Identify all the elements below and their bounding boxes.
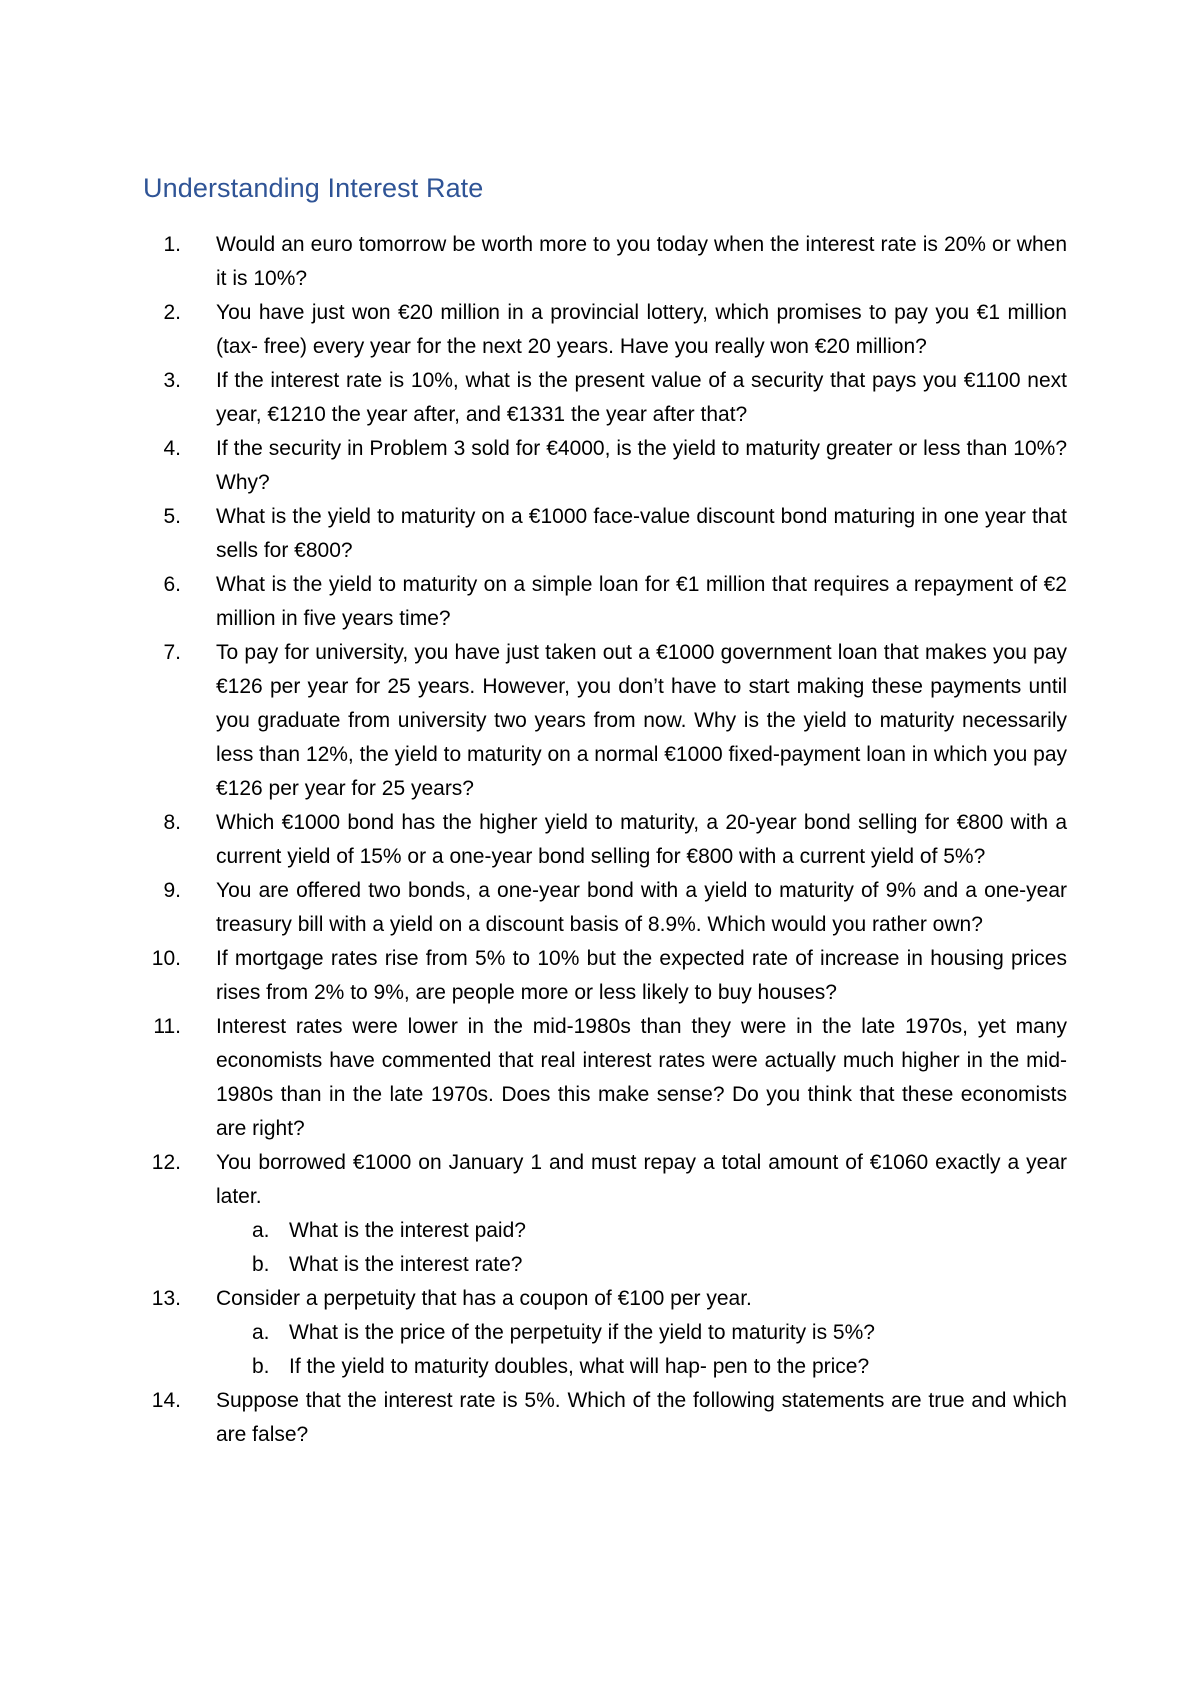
question-item xyxy=(143,806,1067,874)
question-number-label: 8. xyxy=(163,811,181,834)
question-text: You have just won €20 million in a provincial lottery, which promises to pay you €1 million (tax- free) every year for the next 20 years. Have you really won €20 million? xyxy=(216,301,1067,358)
question-item xyxy=(143,568,1067,636)
question-number-label: 5. xyxy=(163,505,181,528)
question-text: If the security in Problem 3 sold for €4000, is the yield to maturity greater or less than 10%? Why? xyxy=(216,437,1067,494)
question-item xyxy=(143,874,1067,942)
sub-question-item xyxy=(216,1248,1067,1282)
question-number-label: 9. xyxy=(163,879,181,902)
question-number-label: 13. xyxy=(151,1287,181,1310)
question-text: Would an euro tomorrow be worth more to you today when the interest rate is 20% or when it is 10%? xyxy=(216,233,1067,290)
question-number-label: 4. xyxy=(163,437,181,460)
document-title: Understanding Interest Rate xyxy=(143,173,484,203)
question-text: Consider a perpetuity that has a coupon of €100 per year. xyxy=(216,1287,752,1310)
question-text: What is the yield to maturity on a simple loan for €1 million that requires a repayment of €2 million in five years time? xyxy=(216,573,1067,630)
sub-question-list xyxy=(216,1214,1067,1282)
question-item xyxy=(143,364,1067,432)
question-item xyxy=(143,1282,1067,1384)
question-number-label: 6. xyxy=(163,573,181,596)
question-text: If the interest rate is 10%, what is the present value of a security that pays you €1100 next year, €1210 the year after, and €1331 the year after that? xyxy=(216,369,1067,426)
sub-question-text: What is the interest paid? xyxy=(289,1219,526,1242)
sub-question-list xyxy=(216,1316,1067,1384)
question-item xyxy=(143,432,1067,500)
question-text: To pay for university, you have just taken out a €1000 government loan that makes you pay €126 per year for 25 years. However, you don’t have to start making these payments until you graduate from university two years from now. Why is the yield to maturity necessarily less than 12%, the yield to maturity on a normal €1000 fixed-payment loan in which you pay €126 per year for 25 years? xyxy=(216,641,1067,800)
question-text: Suppose that the interest rate is 5%. Which of the following statements are true and which are false? xyxy=(216,1389,1067,1446)
sub-question-letter: a. xyxy=(252,1219,270,1242)
sub-question-letter: b. xyxy=(252,1355,270,1378)
sub-question-item xyxy=(216,1214,1067,1248)
question-number-label: 7. xyxy=(163,641,181,664)
question-item xyxy=(143,228,1067,296)
question-item xyxy=(143,296,1067,364)
question-item xyxy=(143,1146,1067,1282)
question-item xyxy=(143,1384,1067,1452)
sub-question-letter: a. xyxy=(252,1321,270,1344)
sub-question-text: If the yield to maturity doubles, what will hap- pen to the price? xyxy=(289,1355,870,1378)
question-number-label: 11. xyxy=(153,1015,181,1038)
question-item xyxy=(143,636,1067,806)
question-number-label: 14. xyxy=(151,1389,181,1412)
question-text: What is the yield to maturity on a €1000 face-value discount bond maturing in one year that sells for €800? xyxy=(216,505,1067,562)
question-number-label: 1. xyxy=(163,233,181,256)
question-number-label: 10. xyxy=(151,947,181,970)
question-item xyxy=(143,1010,1067,1146)
question-text: Interest rates were lower in the mid-1980s than they were in the late 1970s, yet many economists have commented that real interest rates were actually much higher in the mid-1980s than in the late 1970s. Does this make sense? Do you think that these economists are right? xyxy=(216,1015,1067,1140)
question-text: If mortgage rates rise from 5% to 10% but the expected rate of increase in housing prices rises from 2% to 9%, are people more or less likely to buy houses? xyxy=(216,947,1067,1004)
question-number-label: 3. xyxy=(163,369,181,392)
sub-question-item xyxy=(216,1350,1067,1384)
sub-question-item xyxy=(216,1316,1067,1350)
sub-question-text: What is the price of the perpetuity if the yield to maturity is 5%? xyxy=(289,1321,875,1344)
question-list xyxy=(143,228,1067,1452)
question-item xyxy=(143,942,1067,1010)
question-number-label: 2. xyxy=(163,301,181,324)
question-text: You borrowed €1000 on January 1 and must repay a total amount of €1060 exactly a year later. xyxy=(216,1151,1067,1208)
question-text: Which €1000 bond has the higher yield to maturity, a 20-year bond selling for €800 with a current yield of 15% or a one-year bond selling for €800 with a current yield of 5%? xyxy=(216,811,1067,868)
question-item xyxy=(143,500,1067,568)
question-number-label: 12. xyxy=(151,1151,181,1174)
sub-question-text: What is the interest rate? xyxy=(289,1253,523,1276)
sub-question-letter: b. xyxy=(252,1253,270,1276)
question-text: You are offered two bonds, a one-year bond with a yield to maturity of 9% and a one-year treasury bill with a yield on a discount basis of 8.9%. Which would you rather own? xyxy=(216,879,1067,936)
